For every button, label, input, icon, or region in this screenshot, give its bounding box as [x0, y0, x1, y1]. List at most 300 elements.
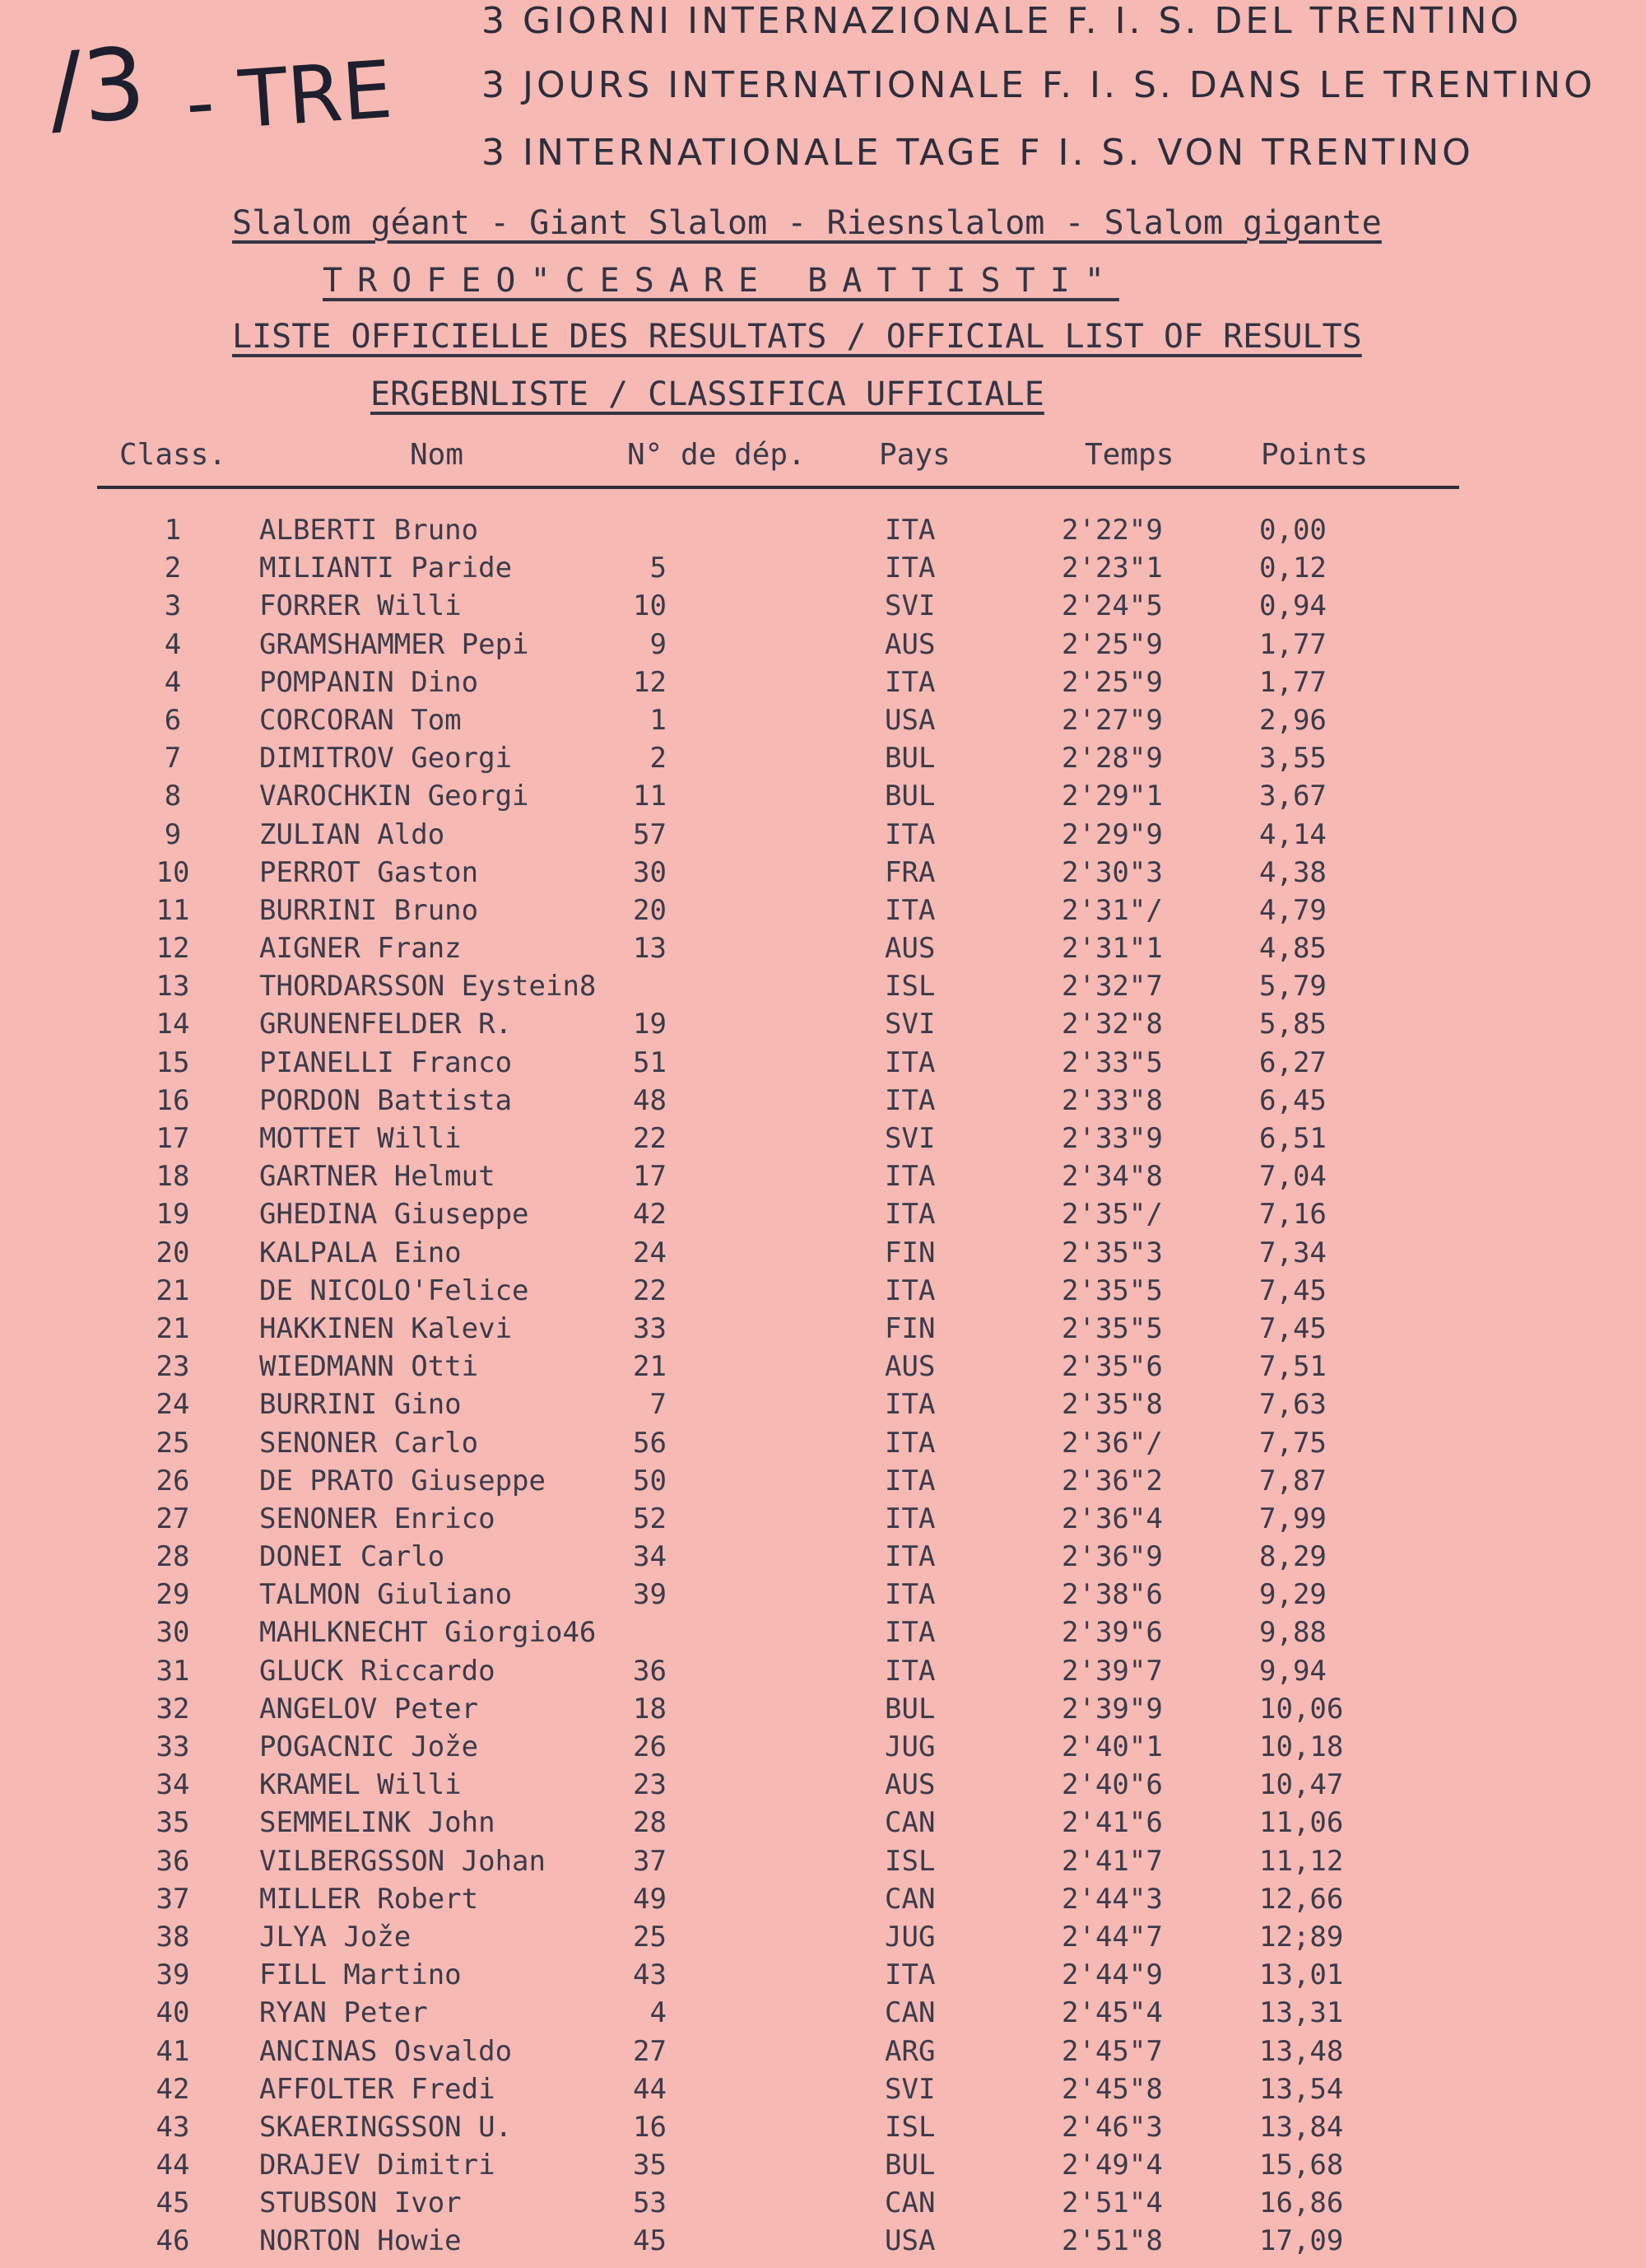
- cell-points: 5,79: [1259, 970, 1327, 1004]
- cell-time: 2'35"5: [1062, 1274, 1163, 1307]
- cell-rank: 16: [156, 1083, 190, 1117]
- cell-time: 2'33"8: [1062, 1083, 1163, 1117]
- cell-points: 3,67: [1259, 780, 1327, 813]
- cell-time: 2'36"2: [1062, 1464, 1163, 1497]
- cell-bib: 17: [633, 1160, 667, 1194]
- cell-bib: 34: [633, 1540, 667, 1574]
- cell-bib: 37: [633, 1844, 667, 1878]
- table-row: [0, 1763, 1646, 1801]
- cell-points: 6,27: [1259, 1046, 1327, 1079]
- cell-bib: 1: [649, 703, 667, 737]
- table-row: [0, 547, 1646, 584]
- cell-rank: 15: [156, 1046, 190, 1079]
- cell-rank: 33: [156, 1730, 190, 1763]
- cell-bib: 18: [633, 1692, 667, 1725]
- cell-name: GRUNENFELDER R.: [259, 1008, 513, 1041]
- cell-points: 17,09: [1259, 2224, 1344, 2258]
- cell-name: BURRINI Bruno: [259, 893, 479, 927]
- cell-points: 15,68: [1259, 2149, 1344, 2182]
- table-row: [0, 1611, 1646, 1649]
- table-row: [0, 1193, 1646, 1231]
- cell-points: 7,16: [1259, 1198, 1327, 1232]
- table-row: [0, 1725, 1646, 1763]
- cell-country: BUL: [885, 2149, 936, 2182]
- cell-time: 2'24"5: [1062, 589, 1163, 623]
- cell-bib: 5: [649, 552, 667, 585]
- cell-bib: 39: [633, 1578, 667, 1612]
- cell-name: PERROT Gaston: [259, 855, 479, 889]
- cell-name: VAROCHKIN Georgi: [259, 780, 529, 813]
- cell-country: ITA: [885, 665, 936, 699]
- cell-bib: 12: [633, 665, 667, 699]
- table-row: [0, 1497, 1646, 1535]
- cell-rank: 30: [156, 1616, 190, 1650]
- event-name: Slalom géant - Giant Slalom - Riesnslalom - Slalom gigante: [232, 204, 1382, 242]
- cell-bib: 30: [633, 855, 667, 889]
- cell-rank: 7: [164, 742, 182, 775]
- cell-time: 2'29"1: [1062, 780, 1163, 813]
- cell-time: 2'32"8: [1062, 1008, 1163, 1041]
- column-header-rank: Class.: [119, 438, 227, 472]
- cell-rank: 27: [156, 1502, 190, 1535]
- cell-time: 2'31"1: [1062, 932, 1163, 966]
- table-row: [0, 1345, 1646, 1383]
- cell-country: SVI: [885, 589, 936, 623]
- cell-country: BUL: [885, 742, 936, 775]
- table-row: [0, 1003, 1646, 1041]
- cell-bib: 48: [633, 1083, 667, 1117]
- cell-time: 2'34"8: [1062, 1160, 1163, 1194]
- cell-name: KRAMEL Willi: [259, 1768, 462, 1802]
- cell-country: JUG: [885, 1730, 936, 1763]
- cell-name: SENONER Enrico: [259, 1502, 495, 1535]
- cell-bib: 28: [633, 1806, 667, 1840]
- cell-rank: 25: [156, 1426, 190, 1460]
- cell-name: AIGNER Franz: [259, 932, 462, 966]
- cell-name: MOTTET Willi: [259, 1122, 462, 1155]
- cell-name: TALMON Giuliano: [259, 1578, 513, 1612]
- cell-time: 2'49"4: [1062, 2149, 1163, 2182]
- cell-points: 4,79: [1259, 893, 1327, 927]
- cell-points: 13,84: [1259, 2110, 1344, 2144]
- cell-bib: 50: [633, 1464, 667, 1497]
- table-row: [0, 2219, 1646, 2257]
- cell-rank: 31: [156, 1654, 190, 1688]
- cell-country: SVI: [885, 1008, 936, 1041]
- cell-time: 2'36"/: [1062, 1426, 1163, 1460]
- table-row: [0, 699, 1646, 737]
- cell-country: ITA: [885, 1654, 936, 1688]
- cell-points: 7,34: [1259, 1236, 1327, 1269]
- trophy-name: TROFEO"CESARE BATTISTI": [323, 262, 1119, 300]
- cell-rank: 32: [156, 1692, 190, 1725]
- cell-country: ITA: [885, 1160, 936, 1194]
- cell-time: 2'44"7: [1062, 1920, 1163, 1954]
- cell-rank: 41: [156, 2034, 190, 2068]
- cell-time: 2'35"3: [1062, 1236, 1163, 1269]
- cell-country: SVI: [885, 1122, 936, 1155]
- cell-points: 13,01: [1259, 1958, 1344, 1992]
- cell-points: 13,54: [1259, 2072, 1344, 2106]
- table-row: [0, 813, 1646, 851]
- cell-time: 2'38"6: [1062, 1578, 1163, 1612]
- column-header-points: Points: [1261, 438, 1369, 472]
- table-row: [0, 775, 1646, 813]
- cell-rank: 23: [156, 1350, 190, 1384]
- cell-country: CAN: [885, 1882, 936, 1916]
- cell-rank: 6: [164, 703, 182, 737]
- cell-points: 7,45: [1259, 1311, 1327, 1345]
- cell-name: AFFOLTER Fredi: [259, 2072, 495, 2106]
- cell-name: MILLER Robert: [259, 1882, 479, 1916]
- cell-bib: 19: [633, 1008, 667, 1041]
- table-row: [0, 1041, 1646, 1079]
- cell-rank: 9: [164, 817, 182, 851]
- table-row: [0, 1155, 1646, 1193]
- cell-rank: 14: [156, 1008, 190, 1041]
- cell-points: 7,87: [1259, 1464, 1327, 1497]
- cell-rank: 44: [156, 2149, 190, 2182]
- table-row: [0, 1307, 1646, 1345]
- cell-points: 3,55: [1259, 742, 1327, 775]
- cell-points: 13,31: [1259, 1996, 1344, 2030]
- cell-points: 7,51: [1259, 1350, 1327, 1384]
- cell-country: ITA: [885, 1198, 936, 1232]
- table-row: [0, 2068, 1646, 2106]
- cell-name: STUBSON Ivor: [259, 2187, 462, 2220]
- cell-name: FORRER Willi: [259, 589, 462, 623]
- cell-points: 0,94: [1259, 589, 1327, 623]
- cell-country: FIN: [885, 1311, 936, 1345]
- table-row: [0, 2106, 1646, 2144]
- cell-rank: 42: [156, 2072, 190, 2106]
- cell-time: 2'22"9: [1062, 514, 1163, 547]
- cell-name: SKAERINGSSON U.: [259, 2110, 513, 2144]
- table-row: [0, 927, 1646, 965]
- table-row: [0, 1269, 1646, 1307]
- cell-bib: 26: [633, 1730, 667, 1763]
- title-italian: 3 GIORNI INTERNAZIONALE F. I. S. DEL TRENTINO: [481, 0, 1523, 42]
- table-row: [0, 1916, 1646, 1954]
- cell-rank: 11: [156, 893, 190, 927]
- cell-country: ITA: [885, 552, 936, 585]
- header-divider: [97, 486, 1459, 489]
- cell-bib: 4: [649, 1996, 667, 2030]
- cell-time: 2'39"6: [1062, 1616, 1163, 1650]
- cell-bib: 10: [633, 589, 667, 623]
- cell-time: 2'45"8: [1062, 2072, 1163, 2106]
- cell-country: USA: [885, 2224, 936, 2258]
- cell-rank: 34: [156, 1768, 190, 1802]
- cell-name: POGACNIC Jože: [259, 1730, 479, 1763]
- cell-name: WIEDMANN Otti: [259, 1350, 479, 1384]
- table-row: [0, 1460, 1646, 1497]
- table-row: [0, 1422, 1646, 1460]
- cell-time: 2'45"7: [1062, 2034, 1163, 2068]
- table-row: [0, 623, 1646, 661]
- cell-rank: 19: [156, 1198, 190, 1232]
- cell-time: 2'31"/: [1062, 893, 1163, 927]
- cell-bib: 35: [633, 2149, 667, 2182]
- cell-name: ZULIAN Aldo: [259, 817, 445, 851]
- cell-name: DE PRATO Giuseppe: [259, 1464, 546, 1497]
- cell-name: ANCINAS Osvaldo: [259, 2034, 513, 2068]
- cell-time: 2'41"6: [1062, 1806, 1163, 1840]
- table-row: [0, 1535, 1646, 1573]
- cell-points: 4,85: [1259, 932, 1327, 966]
- cell-time: 2'40"1: [1062, 1730, 1163, 1763]
- cell-rank: 37: [156, 1882, 190, 1916]
- table-row: [0, 1573, 1646, 1611]
- cell-bib: 7: [649, 1388, 667, 1422]
- cell-country: ITA: [885, 1502, 936, 1535]
- cell-bib: 9: [649, 627, 667, 661]
- column-header-bib: N° de dép.: [627, 438, 806, 472]
- table-row: [0, 661, 1646, 699]
- cell-time: 2'36"4: [1062, 1502, 1163, 1535]
- cell-country: ITA: [885, 1426, 936, 1460]
- cell-time: 2'25"9: [1062, 665, 1163, 699]
- cell-country: ITA: [885, 514, 936, 547]
- cell-points: 0,12: [1259, 552, 1327, 585]
- cell-rank: 39: [156, 1958, 190, 1992]
- cell-country: ITA: [885, 893, 936, 927]
- cell-bib: 52: [633, 1502, 667, 1535]
- cell-rank: 2: [164, 552, 182, 585]
- table-row: [0, 1650, 1646, 1688]
- cell-time: 2'35"6: [1062, 1350, 1163, 1384]
- table-row: [0, 584, 1646, 622]
- cell-name: SEMMELINK John: [259, 1806, 495, 1840]
- cell-rank: 12: [156, 932, 190, 966]
- cell-rank: 4: [164, 665, 182, 699]
- cell-points: 7,75: [1259, 1426, 1327, 1460]
- cell-time: 2'32"7: [1062, 970, 1163, 1004]
- cell-points: 0,00: [1259, 514, 1327, 547]
- cell-points: 10,18: [1259, 1730, 1344, 1763]
- cell-rank: 20: [156, 1236, 190, 1269]
- cell-country: ITA: [885, 1083, 936, 1117]
- table-row: [0, 1878, 1646, 1916]
- cell-points: 4,38: [1259, 855, 1327, 889]
- cell-points: 5,85: [1259, 1008, 1327, 1041]
- cell-points: 13,48: [1259, 2034, 1344, 2068]
- table-row: [0, 851, 1646, 889]
- cell-time: 2'35"5: [1062, 1311, 1163, 1345]
- cell-rank: 13: [156, 970, 190, 1004]
- table-row: [0, 965, 1646, 1003]
- cell-country: ITA: [885, 1540, 936, 1574]
- cell-rank: 3: [164, 589, 182, 623]
- table-row: [0, 1117, 1646, 1155]
- cell-points: 11,12: [1259, 1844, 1344, 1878]
- cell-rank: 36: [156, 1844, 190, 1878]
- cell-time: 2'35"8: [1062, 1388, 1163, 1422]
- cell-country: AUS: [885, 1768, 936, 1802]
- cell-name: JLYA Jože: [259, 1920, 412, 1954]
- cell-country: ITA: [885, 1958, 936, 1992]
- cell-points: 7,45: [1259, 1274, 1327, 1307]
- table-row: [0, 2144, 1646, 2182]
- cell-rank: 1: [164, 514, 182, 547]
- handwritten-number: /3: [44, 26, 150, 148]
- cell-name: THORDARSSON Eystein8: [259, 970, 597, 1004]
- cell-time: 2'29"9: [1062, 817, 1163, 851]
- cell-name: DE NICOLO'Felice: [259, 1274, 529, 1307]
- cell-rank: 26: [156, 1464, 190, 1497]
- cell-name: POMPANIN Dino: [259, 665, 479, 699]
- cell-bib: 42: [633, 1198, 667, 1232]
- cell-country: BUL: [885, 1692, 936, 1725]
- cell-country: ISL: [885, 2110, 936, 2144]
- cell-bib: 49: [633, 1882, 667, 1916]
- cell-name: BURRINI Gino: [259, 1388, 462, 1422]
- cell-country: ISL: [885, 970, 936, 1004]
- cell-points: 6,51: [1259, 1122, 1327, 1155]
- cell-time: 2'44"3: [1062, 1882, 1163, 1916]
- table-row: [0, 1079, 1646, 1117]
- cell-time: 2'46"3: [1062, 2110, 1163, 2144]
- table-row: [0, 2182, 1646, 2219]
- cell-points: 10,47: [1259, 1768, 1344, 1802]
- cell-points: 1,77: [1259, 665, 1327, 699]
- cell-bib: 22: [633, 1122, 667, 1155]
- cell-points: 7,99: [1259, 1502, 1327, 1535]
- cell-points: 1,77: [1259, 627, 1327, 661]
- cell-bib: 2: [649, 742, 667, 775]
- cell-bib: 21: [633, 1350, 667, 1384]
- cell-country: ITA: [885, 1388, 936, 1422]
- table-row: [0, 1232, 1646, 1269]
- table-row: [0, 1801, 1646, 1839]
- cell-rank: 35: [156, 1806, 190, 1840]
- cell-rank: 18: [156, 1160, 190, 1194]
- cell-country: AUS: [885, 1350, 936, 1384]
- cell-points: 2,96: [1259, 703, 1327, 737]
- cell-time: 2'40"6: [1062, 1768, 1163, 1802]
- results-table: [0, 509, 1646, 2258]
- cell-bib: 22: [633, 1274, 667, 1307]
- cell-bib: 20: [633, 893, 667, 927]
- cell-bib: 56: [633, 1426, 667, 1460]
- cell-points: 8,29: [1259, 1540, 1327, 1574]
- cell-name: DRAJEV Dimitri: [259, 2149, 495, 2182]
- cell-time: 2'35"/: [1062, 1198, 1163, 1232]
- cell-points: 7,63: [1259, 1388, 1327, 1422]
- cell-country: SVI: [885, 2072, 936, 2106]
- cell-name: GHEDINA Giuseppe: [259, 1198, 529, 1232]
- cell-country: ITA: [885, 1464, 936, 1497]
- cell-name: PIANELLI Franco: [259, 1046, 513, 1079]
- list-title-fr-en: LISTE OFFICIELLE DES RESULTATS / OFFICIAL LIST OF RESULTS: [232, 318, 1362, 356]
- cell-points: 7,04: [1259, 1160, 1327, 1194]
- cell-points: 10,06: [1259, 1692, 1344, 1725]
- table-row: [0, 737, 1646, 775]
- cell-name: VILBERGSSON Johan: [259, 1844, 546, 1878]
- cell-country: AUS: [885, 627, 936, 661]
- table-row: [0, 509, 1646, 547]
- column-header-country: Pays: [879, 438, 951, 472]
- cell-time: 2'45"4: [1062, 1996, 1163, 2030]
- cell-time: 2'23"1: [1062, 552, 1163, 585]
- cell-bib: 51: [633, 1046, 667, 1079]
- cell-name: HAKKINEN Kalevi: [259, 1311, 513, 1345]
- page-label: - TRE: [182, 43, 396, 150]
- cell-time: 2'39"9: [1062, 1692, 1163, 1725]
- cell-bib: 43: [633, 1958, 667, 1992]
- cell-bib: 45: [633, 2224, 667, 2258]
- cell-country: BUL: [885, 780, 936, 813]
- cell-name: GLUCK Riccardo: [259, 1654, 495, 1688]
- cell-bib: 25: [633, 1920, 667, 1954]
- cell-country: CAN: [885, 2187, 936, 2220]
- table-row: [0, 1383, 1646, 1421]
- cell-rank: 4: [164, 627, 182, 661]
- cell-country: ISL: [885, 1844, 936, 1878]
- table-row: [0, 889, 1646, 927]
- cell-points: 9,94: [1259, 1654, 1327, 1688]
- cell-country: ITA: [885, 1046, 936, 1079]
- cell-bib: 33: [633, 1311, 667, 1345]
- cell-time: 2'33"5: [1062, 1046, 1163, 1079]
- cell-rank: 10: [156, 855, 190, 889]
- cell-bib: 53: [633, 2187, 667, 2220]
- table-row: [0, 2030, 1646, 2068]
- cell-name: GRAMSHAMMER Pepi: [259, 627, 529, 661]
- cell-country: ITA: [885, 817, 936, 851]
- cell-rank: 45: [156, 2187, 190, 2220]
- cell-rank: 43: [156, 2110, 190, 2144]
- cell-name: KALPALA Eino: [259, 1236, 462, 1269]
- cell-country: USA: [885, 703, 936, 737]
- column-header-name: Nom: [410, 438, 464, 472]
- cell-points: 4,14: [1259, 817, 1327, 851]
- cell-name: FILL Martino: [259, 1958, 462, 1992]
- cell-rank: 17: [156, 1122, 190, 1155]
- cell-rank: 28: [156, 1540, 190, 1574]
- cell-rank: 21: [156, 1311, 190, 1345]
- cell-points: 12,66: [1259, 1882, 1344, 1916]
- cell-bib: 16: [633, 2110, 667, 2144]
- cell-points: 6,45: [1259, 1083, 1327, 1117]
- cell-bib: 36: [633, 1654, 667, 1688]
- cell-name: RYAN Peter: [259, 1996, 428, 2030]
- cell-name: GARTNER Helmut: [259, 1160, 495, 1194]
- cell-country: ARG: [885, 2034, 936, 2068]
- cell-country: ITA: [885, 1616, 936, 1650]
- cell-points: 9,88: [1259, 1616, 1327, 1650]
- cell-rank: 24: [156, 1388, 190, 1422]
- cell-time: 2'39"7: [1062, 1654, 1163, 1688]
- title-german: 3 INTERNATIONALE TAGE F I. S. VON TRENTINO: [481, 132, 1474, 174]
- cell-points: 9,29: [1259, 1578, 1327, 1612]
- list-title-de-it: ERGEBNLISTE / CLASSIFICA UFFICIALE: [370, 375, 1044, 413]
- cell-points: 16,86: [1259, 2187, 1344, 2220]
- cell-time: 2'51"8: [1062, 2224, 1163, 2258]
- cell-rank: 29: [156, 1578, 190, 1612]
- cell-name: MILIANTI Paride: [259, 552, 513, 585]
- cell-rank: 46: [156, 2224, 190, 2258]
- cell-bib: 57: [633, 817, 667, 851]
- cell-bib: 11: [633, 780, 667, 813]
- cell-country: FIN: [885, 1236, 936, 1269]
- cell-time: 2'36"9: [1062, 1540, 1163, 1574]
- cell-bib: 44: [633, 2072, 667, 2106]
- cell-country: CAN: [885, 1806, 936, 1840]
- cell-name: ANGELOV Peter: [259, 1692, 479, 1725]
- cell-time: 2'25"9: [1062, 627, 1163, 661]
- table-row: [0, 1840, 1646, 1878]
